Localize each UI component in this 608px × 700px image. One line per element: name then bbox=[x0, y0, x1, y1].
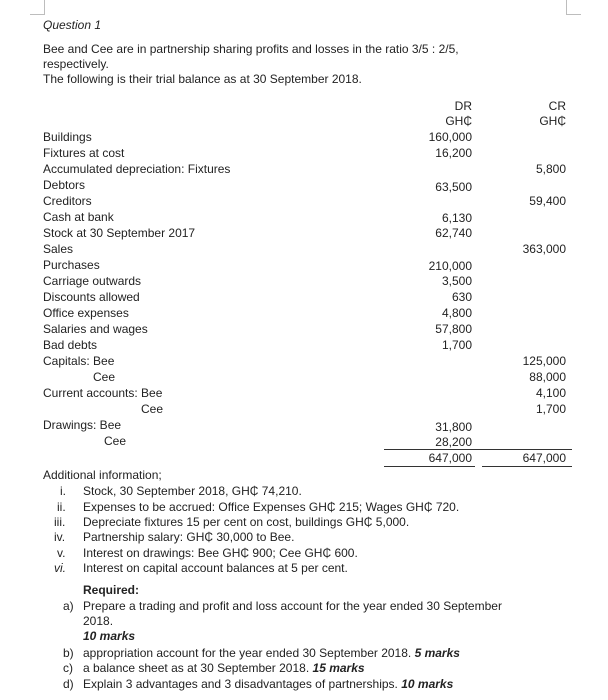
row-dr: 630 bbox=[451, 290, 472, 304]
row-dr: 63,500 bbox=[435, 180, 472, 194]
total-dr: 647,000 bbox=[428, 451, 472, 465]
row-label: Capitals: Bee bbox=[43, 354, 115, 368]
intro-line-1: Bee and Cee are in partnership sharing profits and losses in the ratio 3/5 : 2/5, bbox=[43, 42, 459, 56]
required-c-letter: c) bbox=[63, 661, 73, 675]
row-label: Sales bbox=[43, 242, 74, 256]
row-label: Debtors bbox=[43, 178, 86, 192]
list-item-number: iv. bbox=[54, 530, 66, 544]
row-cr: 125,000 bbox=[522, 354, 566, 368]
total-cr-underline bbox=[482, 466, 572, 467]
intro-line-3: The following is their trial balance as at 30 September 2018. bbox=[43, 72, 362, 86]
row-dr: 160,000 bbox=[428, 130, 472, 144]
cr-currency: GH₵ bbox=[539, 114, 566, 128]
row-dr: 3,500 bbox=[441, 274, 472, 288]
row-label: Carriage outwards bbox=[43, 274, 142, 288]
cr-header: CR bbox=[548, 99, 566, 113]
row-label: Office expenses bbox=[43, 306, 129, 320]
row-label: Bad debts bbox=[43, 338, 98, 352]
required-d-text: Explain 3 advantages and 3 disadvantages of partnerships. bbox=[83, 677, 398, 691]
row-cr: 88,000 bbox=[529, 370, 566, 384]
row-label: Current accounts: Bee bbox=[43, 386, 163, 400]
row-label: Cash at bank bbox=[43, 210, 114, 224]
required-a-line-1: Prepare a trading and profit and loss account for the year ended 30 September bbox=[83, 599, 502, 613]
row-label: Discounts allowed bbox=[43, 290, 140, 304]
row-label: Accumulated depreciation: Fixtures bbox=[43, 162, 231, 176]
required-b bbox=[83, 646, 460, 661]
list-item-number: iii. bbox=[54, 515, 66, 529]
row-dr: 4,800 bbox=[441, 306, 472, 320]
row-label: Creditors bbox=[43, 194, 92, 208]
list-item-number: v. bbox=[57, 546, 66, 560]
required-a-letter: a) bbox=[63, 599, 74, 613]
row-dr: 28,200 bbox=[435, 435, 472, 449]
required-d-letter: d) bbox=[63, 677, 74, 691]
required-heading: Required: bbox=[83, 583, 140, 597]
list-item: Depreciate fixtures 15 per cent on cost, buildings GH₵ 5,000. bbox=[83, 515, 410, 529]
row-cr: 5,800 bbox=[535, 162, 566, 176]
row-cr: 1,700 bbox=[535, 402, 566, 416]
intro-line-2: respectively. bbox=[43, 57, 109, 71]
required-a-marks: 10 marks bbox=[83, 629, 136, 643]
total-dr-underline bbox=[384, 466, 475, 467]
required-c-marks: 15 marks bbox=[312, 661, 365, 675]
totals-top-rule bbox=[384, 449, 572, 450]
row-dr: 210,000 bbox=[428, 259, 472, 273]
row-dr: 57,800 bbox=[435, 322, 472, 336]
list-item: Interest on drawings: Bee GH₵ 900; Cee GH₵ 600. bbox=[83, 546, 358, 560]
row-label: Cee bbox=[141, 402, 164, 416]
list-item: Stock, 30 September 2018, GH₵ 74,210. bbox=[83, 484, 302, 498]
list-item: Partnership salary: GH₵ 30,000 to Bee. bbox=[83, 530, 295, 544]
required-c bbox=[83, 661, 365, 676]
additional-heading: Additional information; bbox=[43, 468, 162, 482]
row-label: Stock at 30 September 2017 bbox=[43, 226, 196, 240]
row-label: Cee bbox=[93, 370, 116, 384]
row-dr: 6,130 bbox=[441, 211, 472, 225]
list-item: Expenses to be accrued: Office Expenses GH₵ 215; Wages GH₵ 720. bbox=[83, 500, 460, 514]
question-title: Question 1 bbox=[43, 18, 102, 32]
required-c-text: a balance sheet as at 30 September 2018. bbox=[83, 661, 310, 675]
row-label: Fixtures at cost bbox=[43, 146, 125, 160]
page-corner-mark-left bbox=[30, 0, 45, 15]
row-label: Cee bbox=[104, 434, 127, 448]
required-b-text: appropriation account for the year ended 30 September 2018. bbox=[83, 646, 412, 660]
row-label: Purchases bbox=[43, 258, 100, 272]
required-a-line-2: 2018. bbox=[83, 614, 114, 628]
row-label: Buildings bbox=[43, 130, 92, 144]
required-d-marks: 10 marks bbox=[401, 677, 454, 691]
row-cr: 4,100 bbox=[535, 386, 566, 400]
page-corner-mark-right bbox=[566, 0, 581, 15]
list-item-number: ii. bbox=[57, 500, 66, 514]
required-d bbox=[83, 677, 453, 692]
list-item: Interest on capital account balances at 5 per cent. bbox=[83, 561, 348, 575]
row-dr: 31,800 bbox=[435, 420, 472, 434]
row-dr: 62,740 bbox=[435, 226, 472, 240]
required-b-marks: 5 marks bbox=[414, 646, 460, 660]
row-cr: 363,000 bbox=[522, 242, 566, 256]
list-item-number: vi. bbox=[54, 561, 66, 575]
row-dr: 16,200 bbox=[435, 146, 472, 160]
row-label: Drawings: Bee bbox=[43, 418, 122, 432]
list-item-number: i. bbox=[60, 484, 66, 498]
row-dr: 1,700 bbox=[441, 338, 472, 352]
row-cr: 59,400 bbox=[529, 194, 566, 208]
row-label: Salaries and wages bbox=[43, 322, 148, 336]
dr-currency: GH₵ bbox=[445, 114, 472, 128]
total-cr: 647,000 bbox=[522, 451, 566, 465]
required-b-letter: b) bbox=[63, 646, 74, 660]
dr-header: DR bbox=[454, 99, 472, 113]
